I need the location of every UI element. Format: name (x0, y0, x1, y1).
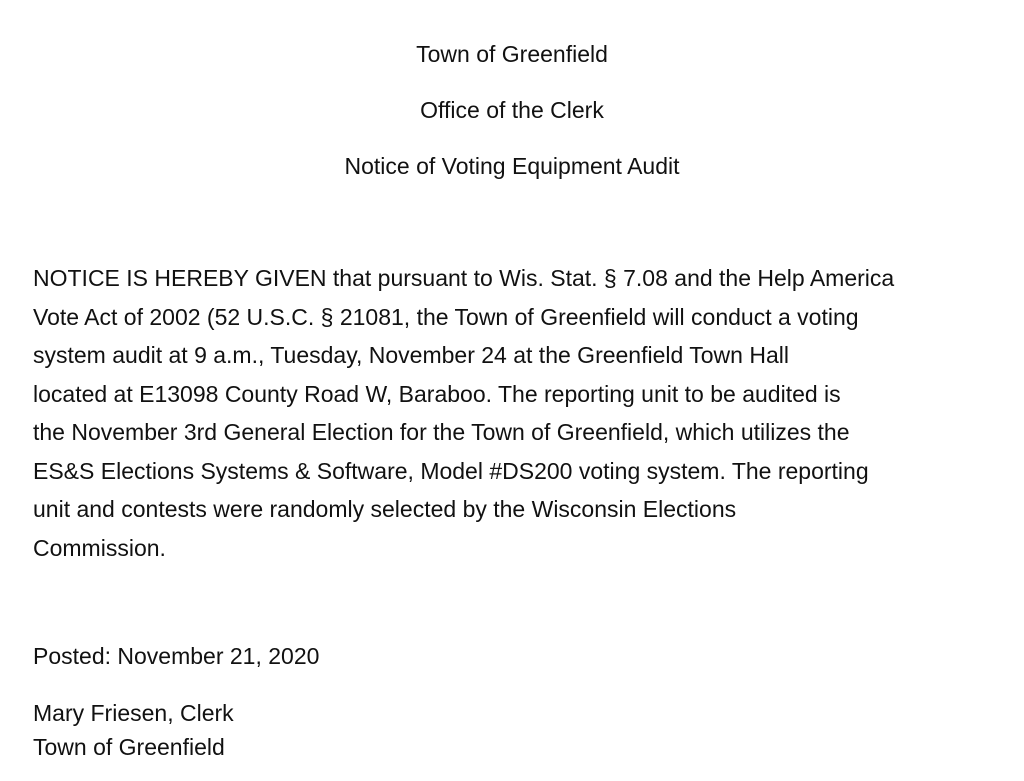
notice-body-line: located at E13098 County Road W, Baraboo. The reporting unit to be audited is (33, 380, 841, 407)
signer-name: Mary Friesen, Clerk (33, 700, 234, 726)
document-title-town: Town of Greenfield (416, 41, 608, 67)
notice-body-line: Commission. (33, 534, 166, 561)
notice-body-line: unit and contests were randomly selected by the Wisconsin Elections (33, 496, 737, 522)
notice-body-line: system audit at 9 a.m., Tuesday, November 24 at the Greenfield Town Hall (33, 342, 789, 368)
notice-body-line: ES&S Elections Systems & Software, Model #DS200 voting system. The reporting (33, 457, 869, 484)
notice-body-paragraph (33, 259, 1008, 567)
notice-body-line: Vote Act of 2002 (52 U.S.C. § 21081, the Town of Greenfield will conduct a voting (33, 303, 859, 330)
notice-body-line: the November 3rd General Election for the Town of Greenfield, which utilizes the (33, 419, 850, 445)
document-title-notice: Notice of Voting Equipment Audit (344, 153, 680, 179)
notice-body-line: NOTICE IS HEREBY GIVEN that pursuant to Wis. Stat. § 7.08 and the Help America (33, 265, 895, 291)
posted-date: Posted: November 21, 2020 (33, 643, 320, 669)
document-title-office: Office of the Clerk (420, 97, 604, 123)
signature-block (33, 696, 234, 764)
signer-organization: Town of Greenfield (33, 734, 225, 760)
